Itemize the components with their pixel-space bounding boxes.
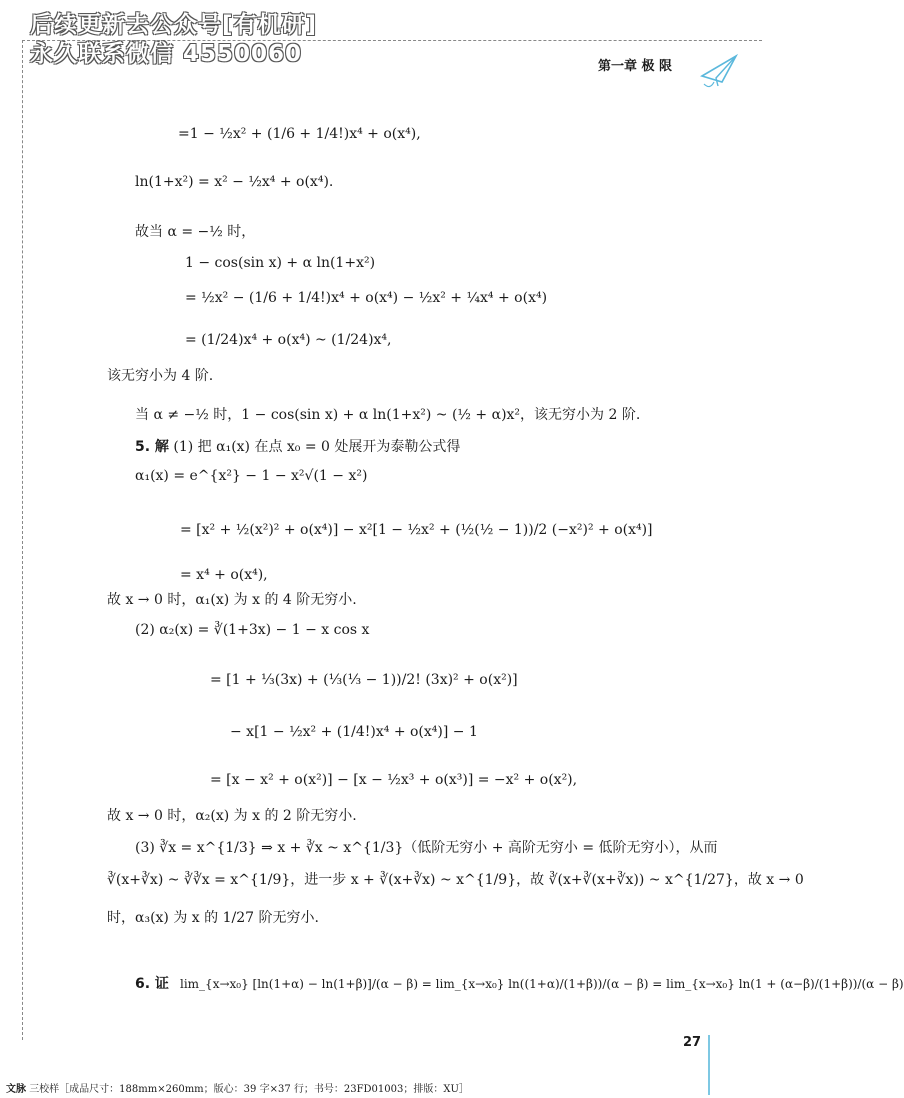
text-line: 故 x → 0 时，α₁(x) 为 x 的 4 阶无穷小. <box>107 592 357 608</box>
page-number-bar <box>708 1035 710 1095</box>
equation-line: (2) α₂(x) = ∛(1+3x) − 1 − x cos x <box>135 622 370 638</box>
problem-5-label: 5. 解 <box>135 439 169 455</box>
footer-info: 三校样［成品尺寸：188mm×260mm；版心：39 字×37 行；书号：23FD01003；排版：XU］ <box>29 1084 469 1095</box>
text-line: 故 x → 0 时，α₂(x) 为 x 的 2 阶无穷小. <box>107 808 357 824</box>
equation-line: = [x − x² + o(x²)] − [x − ½x³ + o(x³)] = −x² + o(x²), <box>210 772 578 788</box>
page-frame-left <box>22 40 23 1040</box>
text-line: (3) ∛x = x^{1/3} ⇒ x + ∛x ~ x^{1/3}（低阶无穷小 + 高阶无穷小 = 低阶无穷小），从而 <box>135 840 718 856</box>
equation-line: lim_{x→x₀} [ln(1+α) − ln(1+β)]/(α − β) = lim_{x→x₀} ln((1+α)/(1+β))/(α − β) = lim_{x→x₀} ln(1 + (α−β)/(1+β))/(α − β) <box>180 977 904 991</box>
problem-6-label: 6. 证 <box>135 976 169 992</box>
equation-line: 1 − cos(sin x) + α ln(1+x²) <box>185 255 376 271</box>
footer <box>6 1080 469 1095</box>
footer-brand: 文脉 <box>6 1084 26 1095</box>
text-line: 时，α₃(x) 为 x 的 1/27 阶无穷小. <box>107 910 319 926</box>
watermark-line-2: 永久联系微信 4550060 <box>30 41 303 67</box>
equation-line: = (1/24)x⁴ + o(x⁴) ~ (1/24)x⁴, <box>185 332 392 348</box>
equation-line: = x⁴ + o(x⁴), <box>180 567 268 583</box>
text-line: 该无穷小为 4 阶. <box>107 368 214 384</box>
equation-line: =1 − ½x² + (1/6 + 1/4!)x⁴ + o(x⁴), <box>178 126 421 142</box>
text-line: 当 α ≠ −½ 时，1 − cos(sin x) + α ln(1+x²) ~ (½ + α)x²，该无穷小为 2 阶. <box>135 407 641 423</box>
text-line: 故当 α = −½ 时， <box>135 224 256 240</box>
equation-line: = [1 + ⅓(3x) + (⅓(⅓ − 1))/2! (3x)² + o(x²)] <box>210 672 518 688</box>
problem-5 <box>135 437 460 457</box>
text-line: ∛(x+∛x) ~ ∛∛x = x^{1/9}，进一步 x + ∛(x+∛x) ~ x^{1/9}，故 ∛(x+∛(x+∛x)) ~ x^{1/27}，故 x → 0 <box>107 872 804 888</box>
chapter-header: 第一章 极 限 <box>598 59 673 74</box>
equation-line: = ½x² − (1/6 + 1/4!)x⁴ + o(x⁴) − ½x² + ¼x⁴ + o(x⁴) <box>185 290 548 306</box>
problem-6 <box>135 974 169 994</box>
watermark-line-1: 后续更新去公众号[有机研] <box>30 12 318 38</box>
equation-line: = [x² + ½(x²)² + o(x⁴)] − x²[1 − ½x² + (½(½ − 1))/2 (−x²)² + o(x⁴)] <box>180 522 653 538</box>
equation-line: ln(1+x²) = x² − ½x⁴ + o(x⁴). <box>135 174 334 190</box>
equation-line: − x[1 − ½x² + (1/4!)x⁴ + o(x⁴)] − 1 <box>230 724 478 740</box>
paper-plane-icon <box>700 52 740 92</box>
problem-5-text: (1) 把 α₁(x) 在点 x₀ = 0 处展开为泰勒公式得 <box>173 439 461 455</box>
page-number: 27 <box>683 1035 702 1050</box>
equation-line: α₁(x) = e^{x²} − 1 − x²√(1 − x²) <box>135 468 368 484</box>
